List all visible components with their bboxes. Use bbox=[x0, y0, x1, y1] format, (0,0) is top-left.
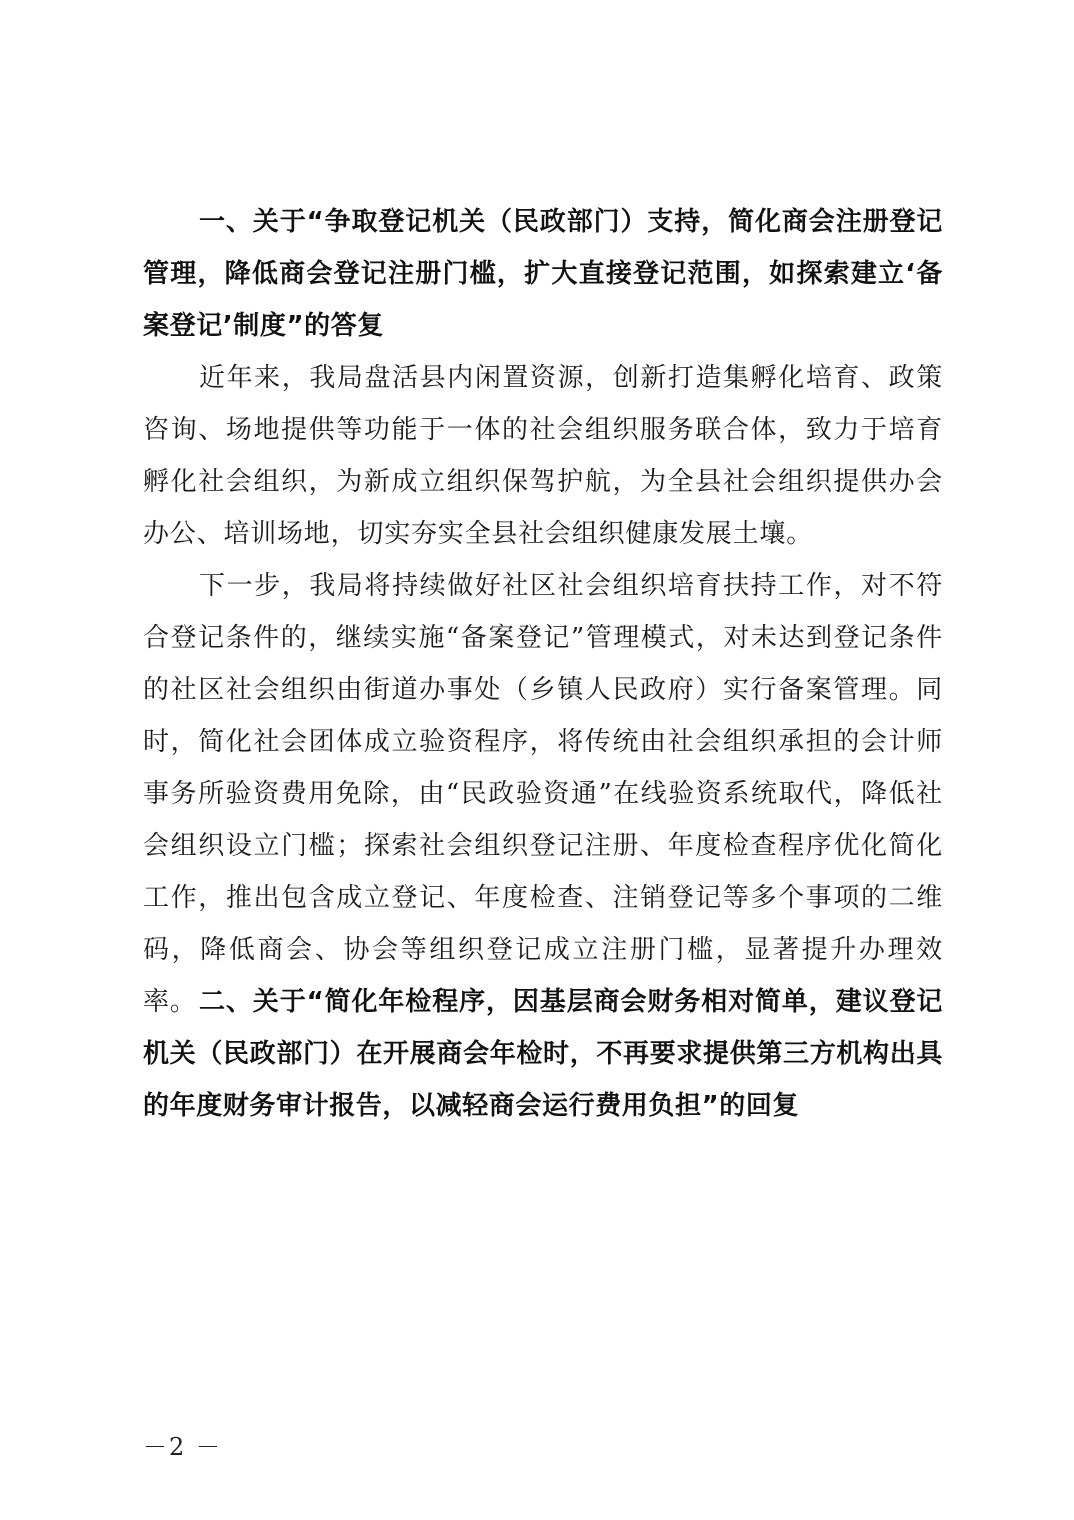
section-1-paragraph-1: 近年来，我局盘活县内闲置资源，创新打造集孵化培育、政策咨询、场地提供等功能于一体的社会组织服务联合体，致力于培育孵化社会组织，为新成立组织保驾护航，为全县社会组织提供办会办公、培训场地，切实夯实全县社会组织健康发展土壤。 bbox=[143, 363, 943, 549]
section-1-paragraph-2: 下一步，我局将持续做好社区社会组织培育扶持工作，对不符合登记条件的，继续实施“备案登记”管理模式，对未达到登记条件的社区社会组织由街道办事处（乡镇人民政府）实行备案管理。同时，简化社会团体成立验资程序，将传统由社会组织承担的会计师事务所验资费用免除，由“民政验资通”在线验资系统取代，降低社会组织设立门槛；探索社会组织登记注册、年度检查程序优化简化工作，推出包含成立登记、年度检查、注销登记等多个事项的二维码，降低商会、协会等组织登记成立注册门槛，显著提升办理效率。 bbox=[143, 571, 943, 1017]
page-number: －2 － bbox=[143, 1433, 222, 1461]
section-1-heading: 一、关于“争取登记机关（民政部门）支持，简化商会注册登记管理，降低商会登记注册门槛，扩大直接登记范围，如探索建立‘备案登记’制度”的答复 bbox=[143, 207, 943, 341]
section-2-heading: 二、关于“简化年检程序，因基层商会财务相对简单，建议登记机关（民政部门）在开展商会年检时，不再要求提供第三方机构出具的年度财务审计报告，以减轻商会运行费用负担”的回复 bbox=[143, 987, 943, 1121]
document-body bbox=[143, 196, 943, 1184]
